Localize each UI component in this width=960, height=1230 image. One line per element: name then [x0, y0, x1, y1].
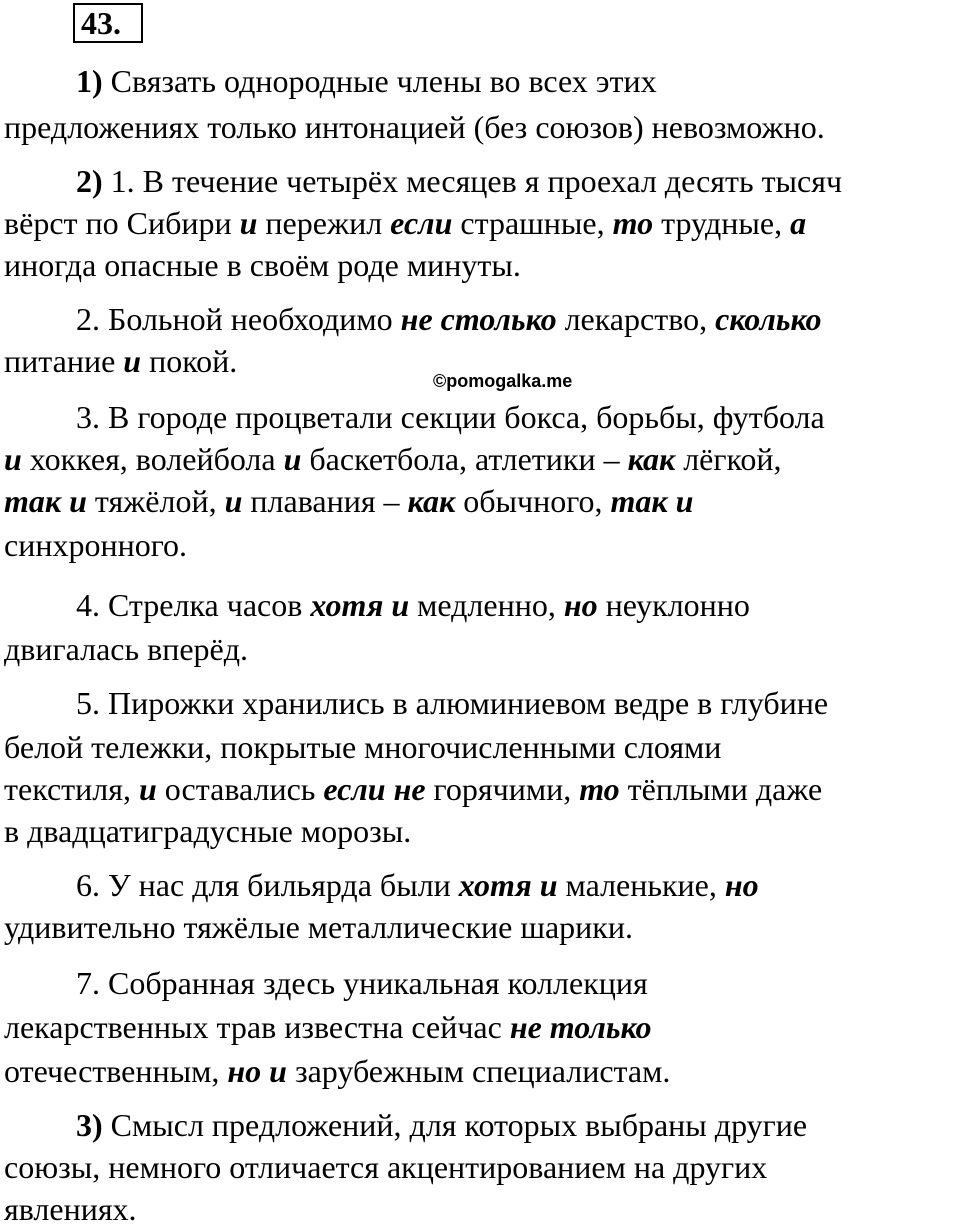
- conjunction-highlight: как: [627, 441, 676, 477]
- conjunction-highlight: и: [123, 343, 142, 379]
- text-line: [76, 584, 750, 626]
- text-line: [4, 202, 806, 244]
- text-segment: страшные,: [452, 205, 613, 241]
- text-segment: лёгкой,: [675, 441, 782, 477]
- text-segment: 4. Стрелка часов: [76, 587, 311, 623]
- conjunction-highlight: и: [224, 483, 243, 519]
- conjunction-highlight: хотя и: [458, 867, 558, 903]
- text-segment: неуклонно: [597, 587, 750, 623]
- conjunction-highlight: и: [4, 441, 22, 477]
- conjunction-highlight: то: [579, 771, 620, 807]
- watermark: ©pomogalka.me: [433, 371, 573, 391]
- text-line: [4, 906, 633, 948]
- text-line: [4, 340, 237, 382]
- text-segment: 2. Больной необходимо: [76, 301, 401, 337]
- text-segment: покой.: [141, 343, 238, 379]
- text-line: [4, 438, 782, 480]
- item-marker: 2): [76, 163, 103, 199]
- text-segment: лекарственных трав известна сейчас: [4, 1009, 510, 1045]
- text-segment: плавания –: [242, 483, 408, 519]
- conjunction-highlight: но: [724, 867, 759, 903]
- text-segment: баскетбола, атлетики –: [301, 441, 628, 477]
- conjunction-highlight: сколько: [715, 301, 822, 337]
- text-segment: медленно,: [409, 587, 564, 623]
- text-segment: предложениях только интонацией (без союзов) невозможно.: [4, 109, 825, 145]
- text-segment: трудные,: [653, 205, 791, 241]
- text-segment: тёплыми даже: [619, 771, 823, 807]
- conjunction-highlight: если не: [323, 771, 426, 807]
- text-line: [76, 962, 648, 1004]
- text-line: [4, 480, 693, 522]
- text-segment: удивительно тяжёлые металлические шарики.: [4, 909, 633, 945]
- text-line: [4, 1146, 767, 1188]
- text-segment: пережил: [257, 205, 391, 241]
- conjunction-highlight: не столько: [400, 301, 557, 337]
- conjunction-highlight: хотя и: [310, 587, 410, 623]
- text-line: [4, 810, 411, 852]
- text-segment: оставались: [156, 771, 324, 807]
- text-line: [4, 628, 248, 670]
- text-line: [4, 1188, 137, 1230]
- text-segment: Связать однородные члены во всех этих: [102, 63, 657, 99]
- text-segment: союзы, немного отличается акцентированием на других: [4, 1149, 768, 1185]
- item-marker: 3): [76, 1107, 103, 1143]
- text-segment: тяжёлой,: [86, 483, 225, 519]
- text-segment: отечественным,: [4, 1053, 228, 1089]
- text-segment: 1. В течение четырёх месяцев я проехал десять тысяч: [102, 163, 843, 199]
- text-segment: маленькие,: [557, 867, 725, 903]
- text-line: [76, 682, 828, 724]
- conjunction-highlight: если: [390, 205, 453, 241]
- text-segment: явлениях.: [4, 1191, 137, 1227]
- text-segment: хоккея, волейбола: [21, 441, 284, 477]
- text-line: [4, 244, 521, 286]
- text-segment: двигалась вперёд.: [4, 631, 249, 667]
- text-segment: горячими,: [425, 771, 580, 807]
- text-segment: Смысл предложений, для которых выбраны другие: [102, 1107, 808, 1143]
- text-segment: лекарство,: [556, 301, 716, 337]
- text-segment: питание: [4, 343, 124, 379]
- text-line: [4, 726, 721, 768]
- conjunction-highlight: как: [407, 483, 456, 519]
- text-line: [76, 396, 825, 438]
- conjunction-highlight: и: [283, 441, 302, 477]
- conjunction-highlight: и: [138, 771, 157, 807]
- conjunction-highlight: так и: [610, 483, 694, 519]
- text-line: [4, 768, 822, 810]
- text-line: [4, 106, 825, 148]
- text-line: [4, 1050, 670, 1092]
- conjunction-highlight: не только: [509, 1009, 652, 1045]
- conjunction-highlight: а: [790, 205, 807, 241]
- text-segment: зарубежным специалистам.: [286, 1053, 671, 1089]
- exercise-number: 43.: [73, 3, 143, 43]
- text-segment: 6. У нас для бильярда были: [76, 867, 459, 903]
- text-line: [4, 1006, 652, 1048]
- text-segment: текстиля,: [4, 771, 139, 807]
- conjunction-highlight: но и: [227, 1053, 287, 1089]
- text-segment: 7. Собранная здесь уникальная коллекция: [76, 965, 648, 1001]
- text-segment: вёрст по Сибири: [4, 205, 240, 241]
- text-segment: иногда опасные в своём роде минуты.: [4, 247, 521, 283]
- conjunction-highlight: то: [612, 205, 654, 241]
- text-line: [76, 864, 759, 906]
- text-segment: обычного,: [455, 483, 611, 519]
- text-segment: 5. Пирожки хранились в алюминиевом ведре в глубине: [76, 685, 829, 721]
- conjunction-highlight: так и: [4, 483, 87, 519]
- text-segment: белой тележки, покрытые многочисленными слоями: [4, 729, 722, 765]
- text-segment: 3. В городе процветали секции бокса, борьбы, футбола: [76, 399, 825, 435]
- text-line: [76, 60, 657, 102]
- conjunction-highlight: и: [239, 205, 258, 241]
- text-line: [4, 524, 187, 566]
- conjunction-highlight: но: [563, 587, 598, 623]
- text-line: [76, 160, 842, 202]
- text-line: [76, 298, 822, 340]
- text-segment: в двадцатиградусные морозы.: [4, 813, 412, 849]
- text-segment: синхронного.: [4, 527, 188, 563]
- text-line: [76, 1104, 807, 1146]
- item-marker: 1): [76, 63, 103, 99]
